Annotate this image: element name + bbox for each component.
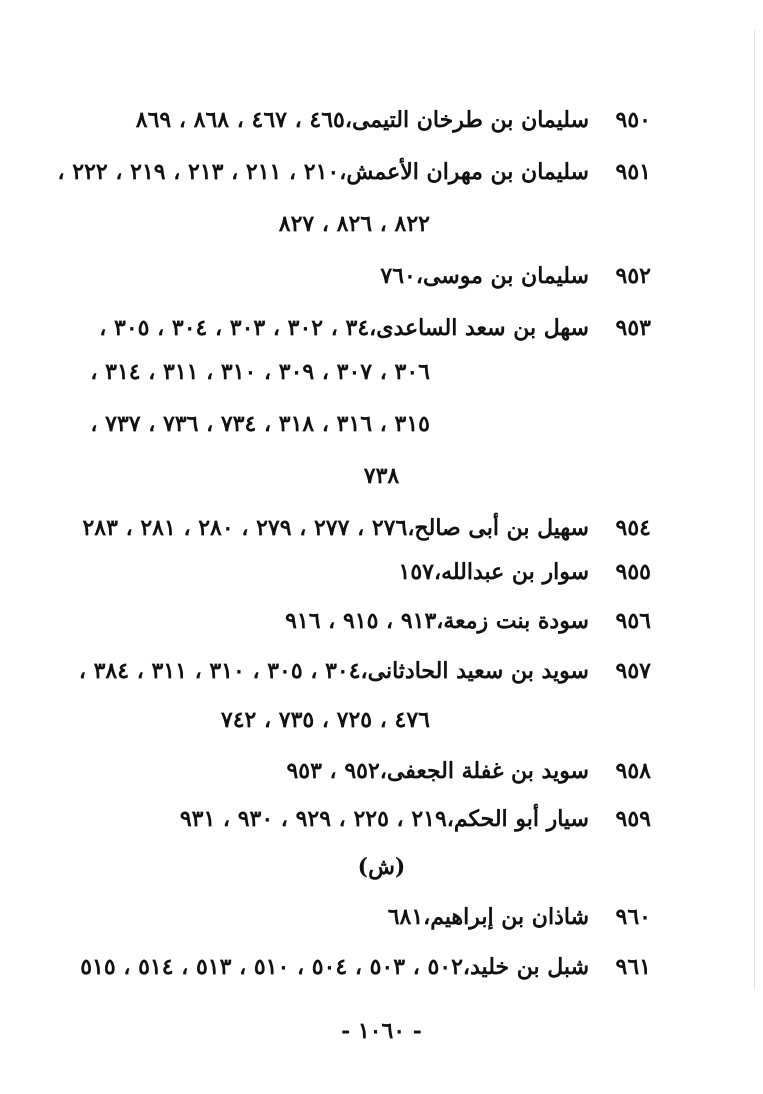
entry-continuation: [90, 357, 430, 387]
entry-text: سهيل بن أبى صالح،٢٧٦ ، ٢٧٧ ، ٢٧٩ ، ٢٨٠ ، ٢٨١ ، ٢٨٣: [82, 515, 589, 541]
entry-text: سليمان بن طرخان التيمى،٤٦٥ ، ٤٦٧ ، ٨٦٨ ، ٨٦٩: [135, 107, 589, 133]
entry-line: [80, 952, 651, 982]
entry-number: ٩٥٠: [615, 107, 651, 133]
entry-number: ٩٥٨: [615, 758, 651, 784]
entry-text: شبل بن خليد،٥٠٢ ، ٥٠٣ ، ٥٠٤ ، ٥١٠ ، ٥١٣ ، ٥١٤ ، ٥١٥: [80, 954, 589, 980]
entry-number: ٩٦١: [615, 954, 651, 980]
entry-continuation: [90, 409, 430, 439]
entry-text: ٣٠٦ ، ٣٠٧ ، ٣٠٩ ، ٣١٠ ، ٣١١ ، ٣١٤ ،: [90, 359, 430, 385]
entry-line: [82, 513, 651, 543]
entry-text: ٣١٥ ، ٣١٦ ، ٣١٨ ، ٧٣٤ ، ٧٣٦ ، ٧٣٧ ،: [90, 411, 430, 437]
entry-text: ٤٧٦ ، ٧٢٥ ، ٧٣٥ ، ٧٤٢: [220, 707, 430, 733]
entry-number: ٩٥٩: [615, 806, 651, 832]
entry-text: سليمان بن مهران الأعمش،٢١٠ ، ٢١١ ، ٢١٣ ، ٢١٩ ، ٢٢٢ ،: [57, 159, 589, 185]
entry-number: ٩٦٠: [615, 904, 651, 930]
section-letter: (ش): [357, 854, 406, 880]
entry-line: [180, 804, 651, 834]
page-number: [0, 1016, 763, 1046]
entry-text: سويد بن غفلة الجعفى،٩٥٢ ، ٩٥٣: [286, 758, 589, 784]
entry-text: سودة بنت زمعة،٩١٣ ، ٩١٥ ، ٩١٦: [285, 608, 589, 634]
entry-number: ٩٥٦: [615, 608, 651, 634]
entry-line: [99, 313, 651, 343]
entry-text: سهل بن سعد الساعدى،٣٤ ، ٣٠٢ ، ٣٠٣ ، ٣٠٤ ، ٣٠٥ ،: [99, 315, 589, 341]
entry-line: [399, 557, 651, 587]
entry-continuation: [279, 209, 430, 239]
entry-number: ٩٥٢: [615, 263, 651, 289]
section-heading: [0, 852, 763, 882]
entry-line: [136, 105, 651, 135]
entry-line: [380, 261, 651, 291]
entry-line: [79, 656, 651, 686]
entry-text: شاذان بن إبراهيم،٦٨١: [387, 904, 589, 930]
entry-text: سليمان بن موسى،٧٦٠: [380, 263, 589, 289]
entry-line: [286, 756, 651, 786]
entry-line: [388, 902, 651, 932]
entry-number: ٩٥٧: [615, 658, 651, 684]
entry-text: سيار أبو الحكم،٢١٩ ، ٢٢٥ ، ٩٢٩ ، ٩٣٠ ، ٩٣١: [179, 806, 589, 832]
entry-text: سويد بن سعيد الحادثانى،٣٠٤ ، ٣٠٥ ، ٣١٠ ، ٣١١ ، ٣٨٤ ،: [78, 658, 589, 684]
scan-edge-line: [754, 30, 755, 990]
entry-continuation: [0, 461, 763, 491]
page-number-text: - ١٠٦٠ -: [341, 1018, 422, 1044]
entry-text: ٨٢٢ ، ٨٢٦ ، ٨٢٧: [278, 211, 430, 237]
entry-line: [58, 157, 652, 187]
entry-number: ٩٥٥: [615, 559, 651, 585]
entry-continuation: [221, 705, 430, 735]
entry-number: ٩٥١: [615, 159, 651, 185]
entry-text: سوار بن عبدالله،١٥٧: [398, 559, 589, 585]
entry-text: ٧٣٨: [363, 463, 400, 489]
entry-line: [285, 606, 651, 636]
entry-number: ٩٥٣: [615, 315, 651, 341]
entry-number: ٩٥٤: [615, 515, 651, 541]
